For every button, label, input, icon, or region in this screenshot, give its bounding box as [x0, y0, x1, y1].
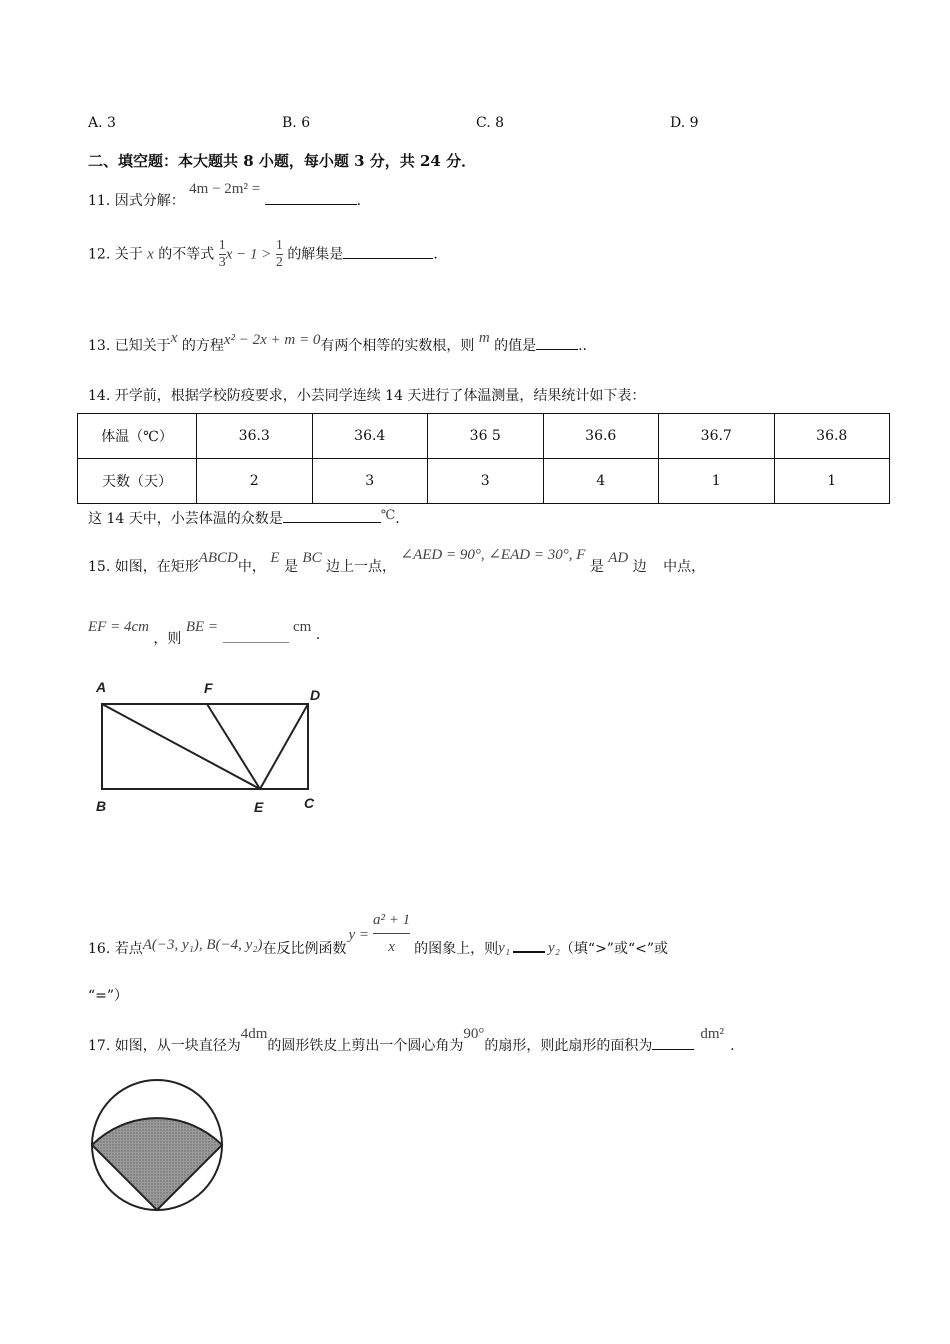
q15-part1: 15. 如图，在矩形 — [88, 559, 199, 575]
section-2-title: 二、填空题：本大题共 8 小题，每小题 3 分，共 24 分． — [88, 152, 477, 170]
q16-part3: 的图象上，则 — [414, 941, 499, 957]
table-cell: 4 — [543, 459, 659, 504]
question-14-intro: 14. 开学前，根据学校防疫要求，小芸同学连续 14 天进行了体温测量，结果统计如下表： — [88, 388, 646, 404]
rectangle-figure — [88, 676, 338, 821]
q12-answer-blank — [343, 246, 433, 259]
q15-ad: AD — [608, 550, 629, 566]
q17-part1: 17. 如图，从一块直径为 — [88, 1038, 241, 1054]
q13-answer-blank — [536, 337, 578, 350]
q16-answer-blank — [513, 939, 545, 953]
q15-part5: 是 — [589, 559, 604, 575]
table-cell: 体温（℃） — [78, 414, 197, 459]
choice-c: C. 8 — [476, 115, 505, 131]
label-e: E — [254, 799, 264, 815]
question-15-line2 — [88, 616, 321, 647]
q14-end: . — [395, 511, 400, 527]
q15-part8: ，则 — [153, 631, 182, 647]
q16-fraction — [373, 912, 410, 955]
label-b: B — [96, 798, 107, 814]
q16-part1: 16. 若点 — [88, 941, 143, 957]
q11-number: 11. 因式分解： — [88, 193, 185, 209]
q15-ef: EF = 4cm — [88, 619, 149, 635]
temperature-table — [77, 413, 890, 504]
table-cell: 2 — [197, 459, 313, 504]
segment-ae — [102, 704, 260, 789]
q13-var-m: m — [478, 330, 490, 346]
segment-fe — [207, 704, 260, 789]
q12-rest: x − 1 > — [225, 246, 272, 263]
q13-part2: 的方程 — [181, 338, 224, 354]
label-d: D — [310, 687, 321, 703]
table-cell: 3 — [312, 459, 428, 504]
q13-part4: 的值是 — [494, 338, 537, 354]
q12-fraction-2 — [276, 238, 283, 271]
circle-sector-figure — [88, 1075, 228, 1215]
question-17 — [88, 1026, 735, 1055]
table-cell: 天数（天） — [78, 459, 197, 504]
q15-bc: BC — [302, 550, 322, 566]
table-cell: 36.7 — [659, 414, 775, 459]
q13-var-x: x — [170, 330, 178, 346]
table-cell: 36.3 — [197, 414, 313, 459]
shaded-sector — [92, 1118, 222, 1210]
q16-points: A(−3, y₁), B(−4, y₂) — [142, 936, 263, 953]
q16-den: x — [388, 938, 395, 955]
q12-number: 12. 关于 — [88, 246, 143, 263]
segment-de — [260, 704, 308, 789]
q17-diameter: 4dm — [240, 1026, 268, 1042]
q15-part2: 中， — [237, 559, 266, 575]
q12-frac1-den: 3 — [218, 255, 226, 270]
question-12 — [88, 238, 438, 271]
q11-expression: 4m − 2m² = — [189, 181, 261, 197]
q15-be: BE = — [185, 619, 219, 635]
question-14-after — [88, 508, 400, 528]
q14-answer-blank — [283, 510, 381, 523]
q12-end: . — [433, 246, 438, 263]
q16-y2: y₂ — [548, 939, 560, 956]
choice-d: D. 9 — [670, 115, 699, 131]
q11-end: . — [356, 193, 362, 209]
q17-end: . — [730, 1038, 735, 1054]
q13-part1: 13. 已知关于 — [88, 338, 171, 354]
table-cell: 1 — [774, 459, 890, 504]
q16-y1: y₁ — [498, 939, 511, 956]
q13-end: .. — [578, 338, 588, 354]
q12-frac2-num: 1 — [275, 238, 283, 253]
table-cell: 36.6 — [543, 414, 659, 459]
q16-part4: （填“>”或“<”或 — [559, 941, 669, 957]
q17-answer-blank — [652, 1037, 694, 1050]
question-13 — [88, 330, 588, 355]
q11-answer-blank — [265, 192, 357, 205]
q16-y: y = — [348, 926, 370, 943]
q13-part3: 有两个相等的实数根，则 — [320, 338, 475, 354]
q15-rect: ABCD — [198, 550, 238, 566]
table-cell: 36.4 — [312, 414, 428, 459]
q14-after-text: 这 14 天中，小芸体温的众数是 — [88, 511, 283, 527]
q17-unit: dm² — [700, 1026, 725, 1042]
table-cell: 36 5 — [428, 414, 544, 459]
q15-angles: ∠AED = 90°, ∠EAD = 30°, F — [400, 547, 586, 563]
q12-frac2-den: 2 — [275, 255, 283, 270]
q15-end: . — [315, 627, 321, 643]
q12-frac1-num: 1 — [218, 238, 226, 253]
rect-abcd — [102, 704, 308, 789]
choice-a: A. 3 — [88, 115, 116, 131]
q15-unit: cm — [292, 619, 312, 635]
q15-e: E — [270, 550, 280, 566]
table-row — [78, 414, 890, 459]
q12-var: x — [147, 246, 154, 263]
label-f: F — [204, 680, 213, 696]
q12-fraction-1 — [219, 238, 226, 271]
q17-part3: 的扇形，则此扇形的面积为 — [484, 1038, 653, 1054]
q16-part2: 在反比例函数 — [262, 941, 347, 957]
choice-b: B. 6 — [282, 115, 311, 131]
q15-part7: 中点， — [663, 559, 706, 575]
question-15 — [88, 547, 706, 576]
q17-part2: 的圆形铁皮上剪出一个圆心角为 — [267, 1038, 464, 1054]
question-11 — [88, 181, 362, 210]
question-16 — [88, 903, 668, 963]
q13-equation: x² − 2x + m = 0 — [223, 332, 321, 348]
table-row — [78, 459, 890, 504]
question-16-line2: “=”） — [88, 988, 129, 1004]
q12-mid: 的不等式 — [158, 246, 215, 263]
q12-tail: 的解集是 — [287, 246, 344, 263]
q15-part4: 边上一点， — [326, 559, 397, 575]
table-cell: 1 — [659, 459, 775, 504]
q17-angle: 90° — [463, 1026, 485, 1042]
q16-num: a² + 1 — [373, 911, 411, 928]
table-cell: 36.8 — [774, 414, 890, 459]
q14-unit: ℃ — [380, 507, 396, 522]
label-c: C — [304, 795, 315, 811]
q15-answer-blank — [223, 630, 289, 643]
q15-part6: 边 — [632, 559, 647, 575]
table-cell: 3 — [428, 459, 544, 504]
label-a: A — [96, 679, 107, 695]
q15-part3: 是 — [283, 559, 298, 575]
